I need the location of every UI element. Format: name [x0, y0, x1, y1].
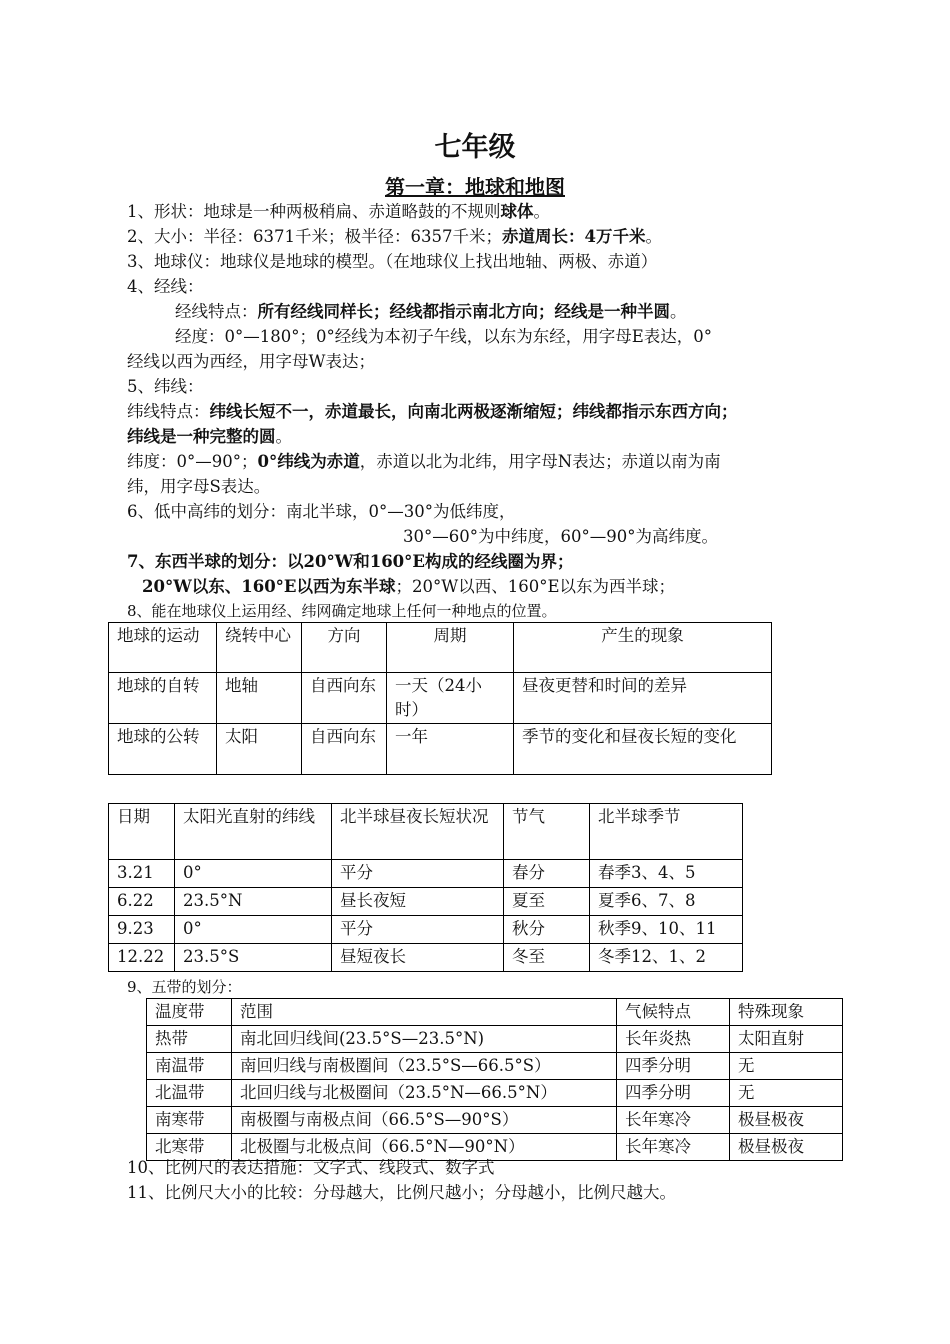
line-5-features-label: 纬线特点：	[127, 402, 210, 421]
page-title: 七年级	[434, 132, 516, 163]
line-5-features-bold: 纬线长短不一，赤道最长，向南北两极逐渐缩短；纬线都指示东西方向；	[209, 402, 738, 421]
temperature-zone-table	[146, 998, 843, 1161]
table-cell: 秋分	[504, 916, 590, 944]
table-row	[147, 1026, 843, 1053]
line-5-latitude-rest: ，赤道以北为北纬，用字母N表达；赤道以南为南	[359, 452, 721, 471]
table-header-cell: 地球的运动	[109, 623, 217, 673]
table-header-row	[109, 623, 772, 673]
table-cell: 长年寒冷	[617, 1107, 730, 1134]
table-cell: 昼短夜长	[332, 944, 504, 972]
table-cell: 地球的自转	[109, 673, 217, 724]
table-cell: 无	[730, 1080, 843, 1107]
line-5: 5、纬线：	[127, 377, 204, 396]
table-cell: 北极圈与北极点间（66.5°N—90°N）	[232, 1134, 617, 1161]
table-row	[147, 1053, 843, 1080]
table-cell: 南温带	[147, 1053, 232, 1080]
line-2-bold: 赤道周长：4万千米	[501, 227, 646, 246]
table-cell: 春分	[504, 860, 590, 888]
table-cell: 0°	[175, 860, 332, 888]
table-cell: 四季分明	[617, 1080, 730, 1107]
table-cell: 23.5°N	[175, 888, 332, 916]
line-7-east: 20°W以东、160°E以西为东半球	[142, 577, 396, 596]
table-row	[109, 944, 743, 972]
table-cell: 极昼极夜	[730, 1107, 843, 1134]
table-header-cell: 温度带	[147, 999, 232, 1026]
table-cell: 9.23	[109, 916, 175, 944]
line-4-features-end: 。	[670, 302, 687, 321]
table-header-cell: 特殊现象	[730, 999, 843, 1026]
line-1-bold: 球体	[500, 202, 534, 221]
table-cell: 南寒带	[147, 1107, 232, 1134]
table-header-cell: 日期	[109, 804, 175, 860]
line-7: 7、东西半球的划分：以20°W和160°E构成的经线圈为界；	[127, 552, 574, 571]
line-4-features-bold: 所有经线同样长；经线都指示南北方向；经线是一种半圆	[257, 302, 670, 321]
table-cell: 四季分明	[617, 1053, 730, 1080]
table-cell: 0°	[175, 916, 332, 944]
table-cell: 昼夜更替和时间的差异	[514, 673, 772, 724]
table-row	[147, 1107, 843, 1134]
table-cell: 长年炎热	[617, 1026, 730, 1053]
line-9: 9、五带的划分：	[127, 978, 242, 996]
table-cell: 平分	[332, 860, 504, 888]
table-cell: 春季3、4、5	[590, 860, 743, 888]
season-table	[108, 803, 743, 972]
table-header-cell: 方向	[302, 623, 387, 673]
table-row	[109, 673, 772, 724]
table-cell: 冬季12、1、2	[590, 944, 743, 972]
line-4-longitude: 经度：0°—180°；0°经线为本初子午线，以东为东经，用字母E表达，0°	[175, 327, 713, 346]
line-1-text: 1、形状：地球是一种两极稍扁、赤道略鼓的不规则	[127, 202, 501, 221]
line-5-features-cont	[127, 425, 292, 449]
line-6-cont: 30°—60°为中纬度，60°—90°为高纬度。	[403, 527, 718, 546]
table-cell: 无	[730, 1053, 843, 1080]
line-8: 8、能在地球仪上运用经、纬网确定地球上任何一种地点的位置。	[127, 602, 557, 620]
table-header-cell: 范围	[232, 999, 617, 1026]
line-5-features-cont-bold: 纬线是一种完整的圆	[127, 427, 276, 446]
table-header-cell: 节气	[504, 804, 590, 860]
table-cell: 南回归线与南极圈间（23.5°S—66.5°S）	[232, 1053, 617, 1080]
table-row	[109, 860, 743, 888]
table-header-row	[109, 804, 743, 860]
table-cell: 昼长夜短	[332, 888, 504, 916]
table-cell: 北寒带	[147, 1134, 232, 1161]
table-cell: 地轴	[217, 673, 302, 724]
table-cell: 极昼极夜	[730, 1134, 843, 1161]
table-header-cell: 北半球季节	[590, 804, 743, 860]
line-2-text: 2、大小：半径：6371千米；极半径：6357千米；	[127, 227, 502, 246]
table-cell: 太阳直射	[730, 1026, 843, 1053]
table-cell: 平分	[332, 916, 504, 944]
table-header-cell: 周期	[387, 623, 514, 673]
line-4-longitude-cont: 经线以西为西经，用字母W表达；	[127, 352, 375, 371]
line-2-end: 。	[645, 227, 662, 246]
table-cell: 一天（24小时）	[387, 673, 514, 724]
line-1-end: 。	[533, 202, 550, 221]
line-5-latitude	[127, 450, 721, 474]
table-cell: 冬至	[504, 944, 590, 972]
table-header-row	[147, 999, 843, 1026]
table-header-cell: 太阳光直射的纬线	[175, 804, 332, 860]
chapter-heading: 第一章：地球和地图	[385, 175, 565, 199]
line-7-west: ；20°W以西、160°E以东为西半球；	[395, 577, 676, 596]
table-cell: 热带	[147, 1026, 232, 1053]
table-cell: 夏至	[504, 888, 590, 916]
line-5-latitude-cont: 纬，用字母S表达。	[127, 477, 271, 496]
line-5-latitude-bold: 0°纬线为赤道	[257, 452, 360, 471]
line-5-features-cont-end: 。	[275, 427, 292, 446]
table-cell: 地球的公转	[109, 724, 217, 775]
table-cell: 12.22	[109, 944, 175, 972]
table-cell: 23.5°S	[175, 944, 332, 972]
table-cell: 太阳	[217, 724, 302, 775]
table-cell: 南北回归线间(23.5°S—23.5°N)	[232, 1026, 617, 1053]
table-cell: 自西向东	[302, 673, 387, 724]
table-header-cell: 绕转中心	[217, 623, 302, 673]
table-cell: 季节的变化和昼夜长短的变化	[514, 724, 772, 775]
line-2	[127, 225, 662, 249]
table-cell: 北温带	[147, 1080, 232, 1107]
table-cell: 北回归线与北极圈间（23.5°N—66.5°N）	[232, 1080, 617, 1107]
table-cell: 自西向东	[302, 724, 387, 775]
table-header-cell: 产生的现象	[514, 623, 772, 673]
table-row	[109, 916, 743, 944]
table-cell: 南极圈与南极点间（66.5°S—90°S）	[232, 1107, 617, 1134]
table-cell: 3.21	[109, 860, 175, 888]
line-3: 3、地球仪：地球仪是地球的模型。（在地球仪上找出地轴、两极、赤道）	[127, 252, 658, 271]
table-cell: 夏季6、7、8	[590, 888, 743, 916]
earth-motion-table	[108, 622, 772, 775]
line-5-features	[127, 400, 738, 424]
line-4: 4、经线：	[127, 277, 204, 296]
table-row	[109, 724, 772, 775]
table-row	[147, 1080, 843, 1107]
table-cell: 6.22	[109, 888, 175, 916]
table-row	[109, 888, 743, 916]
table-header-cell: 气候特点	[617, 999, 730, 1026]
table-cell: 秋季9、10、11	[590, 916, 743, 944]
line-4-features-label: 经线特点：	[175, 302, 258, 321]
table-header-cell: 北半球昼夜长短状况	[332, 804, 504, 860]
line-7-cont	[142, 575, 675, 599]
line-11: 11、比例尺大小的比较：分母越大，比例尺越小；分母越小，比例尺越大。	[127, 1183, 676, 1202]
line-5-latitude-text: 纬度：0°—90°；	[127, 452, 258, 471]
line-1	[127, 200, 550, 224]
line-4-features	[175, 300, 687, 324]
line-10: 10、比例尺的表达措施：文字式、线段式、数字式	[127, 1158, 495, 1177]
line-6: 6、低中高纬的划分：南北半球，0°—30°为低纬度，	[127, 502, 516, 521]
table-cell: 长年寒冷	[617, 1134, 730, 1161]
table-cell: 一年	[387, 724, 514, 775]
